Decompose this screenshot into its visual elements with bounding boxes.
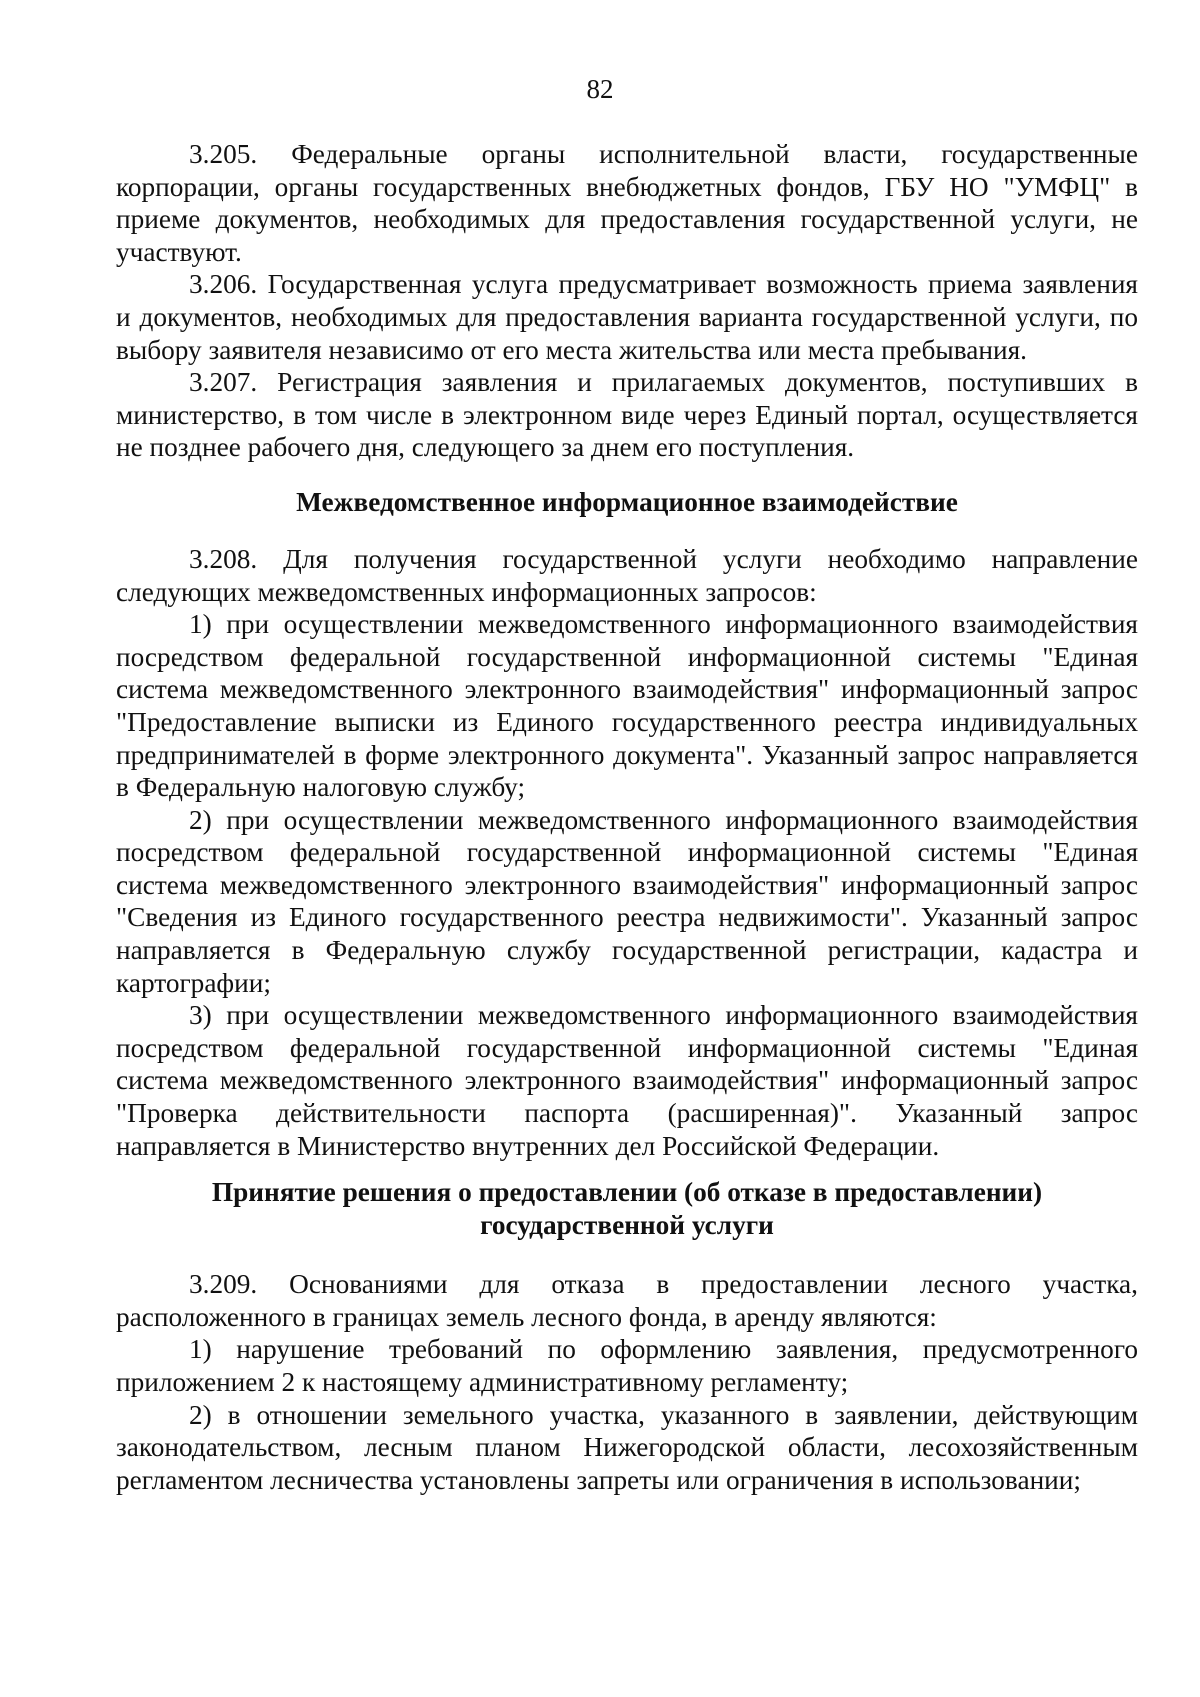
paragraph-3-205: 3.205. Федеральные органы исполнительной власти, государственные корпорации, органы государственных внебюджетных фондов, ГБУ НО "УМФЦ" в приеме документов, необходимых для предоставления государственной услуги, не участвуют.: [116, 139, 1138, 267]
list-item-1: 1) при осуществлении межведомственного информационного взаимодействия посредством федеральной государственной информационной системы "Единая система межведомственного электронного взаимодействия" информационный запрос "Предоставление выписки из Единого государственного реестра индивидуальных предпринимателей в форме электронного документа". Указанный запрос направляется в Федеральную налоговую службу;: [116, 609, 1138, 803]
paragraph-3-209: 3.209. Основаниями для отказа в предоставлении лесного участка, расположенного в границах земель лесного фонда, в аренду являются:: [116, 1269, 1138, 1332]
section-heading-decision-line-2: государственной услуги: [480, 1210, 774, 1241]
refusal-reason-1: 1) нарушение требований по оформлению заявления, предусмотренного приложением 2 к настоящему административному регламенту;: [116, 1334, 1138, 1397]
list-item-3: 3) при осуществлении межведомственного информационного взаимодействия посредством федеральной государственной информационной системы "Единая система межведомственного электронного взаимодействия" информационный запрос "Проверка действительности паспорта (расширенная)". Указанный запрос направляется в Министерство внутренних дел Российской Федерации.: [116, 1000, 1138, 1161]
section-heading-decision-line-1: Принятие решения о предоставлении (об отказе в предоставлении): [211, 1177, 1043, 1208]
paragraph-3-208: 3.208. Для получения государственной услуги необходимо направление следующих межведомственных информационных запросов:: [116, 543, 1138, 607]
page-number: 82: [586, 74, 614, 104]
refusal-reason-2: 2) в отношении земельного участка, указанного в заявлении, действующим законодательством, лесным планом Нижегородской области, лесохозяйственным регламентом лесничества установлены запреты или ограничения в использовании;: [116, 1399, 1138, 1495]
section-heading-interagency: Межведомственное информационное взаимодействие: [296, 486, 958, 517]
paragraph-3-206: 3.206. Государственная услуга предусматривает возможность приема заявления и документов, необходимых для предоставления варианта государственной услуги, по выбору заявителя независимо от его места жительства или места пребывания.: [116, 269, 1138, 365]
document-body: [116, 138, 1138, 1496]
paragraph-3-207: 3.207. Регистрация заявления и прилагаемых документов, поступивших в министерство, в том числе в электронном виде через Единый портал, осуществляется не позднее рабочего дня, следующего за днем его поступления.: [116, 367, 1138, 463]
list-item-2: 2) при осуществлении межведомственного информационного взаимодействия посредством федеральной государственной информационной системы "Единая система межведомственного электронного взаимодействия" информационный запрос "Сведения из Единого государственного реестра недвижимости". Указанный запрос направляется в Федеральную службу государственной регистрации, кадастра и картографии;: [116, 804, 1138, 998]
